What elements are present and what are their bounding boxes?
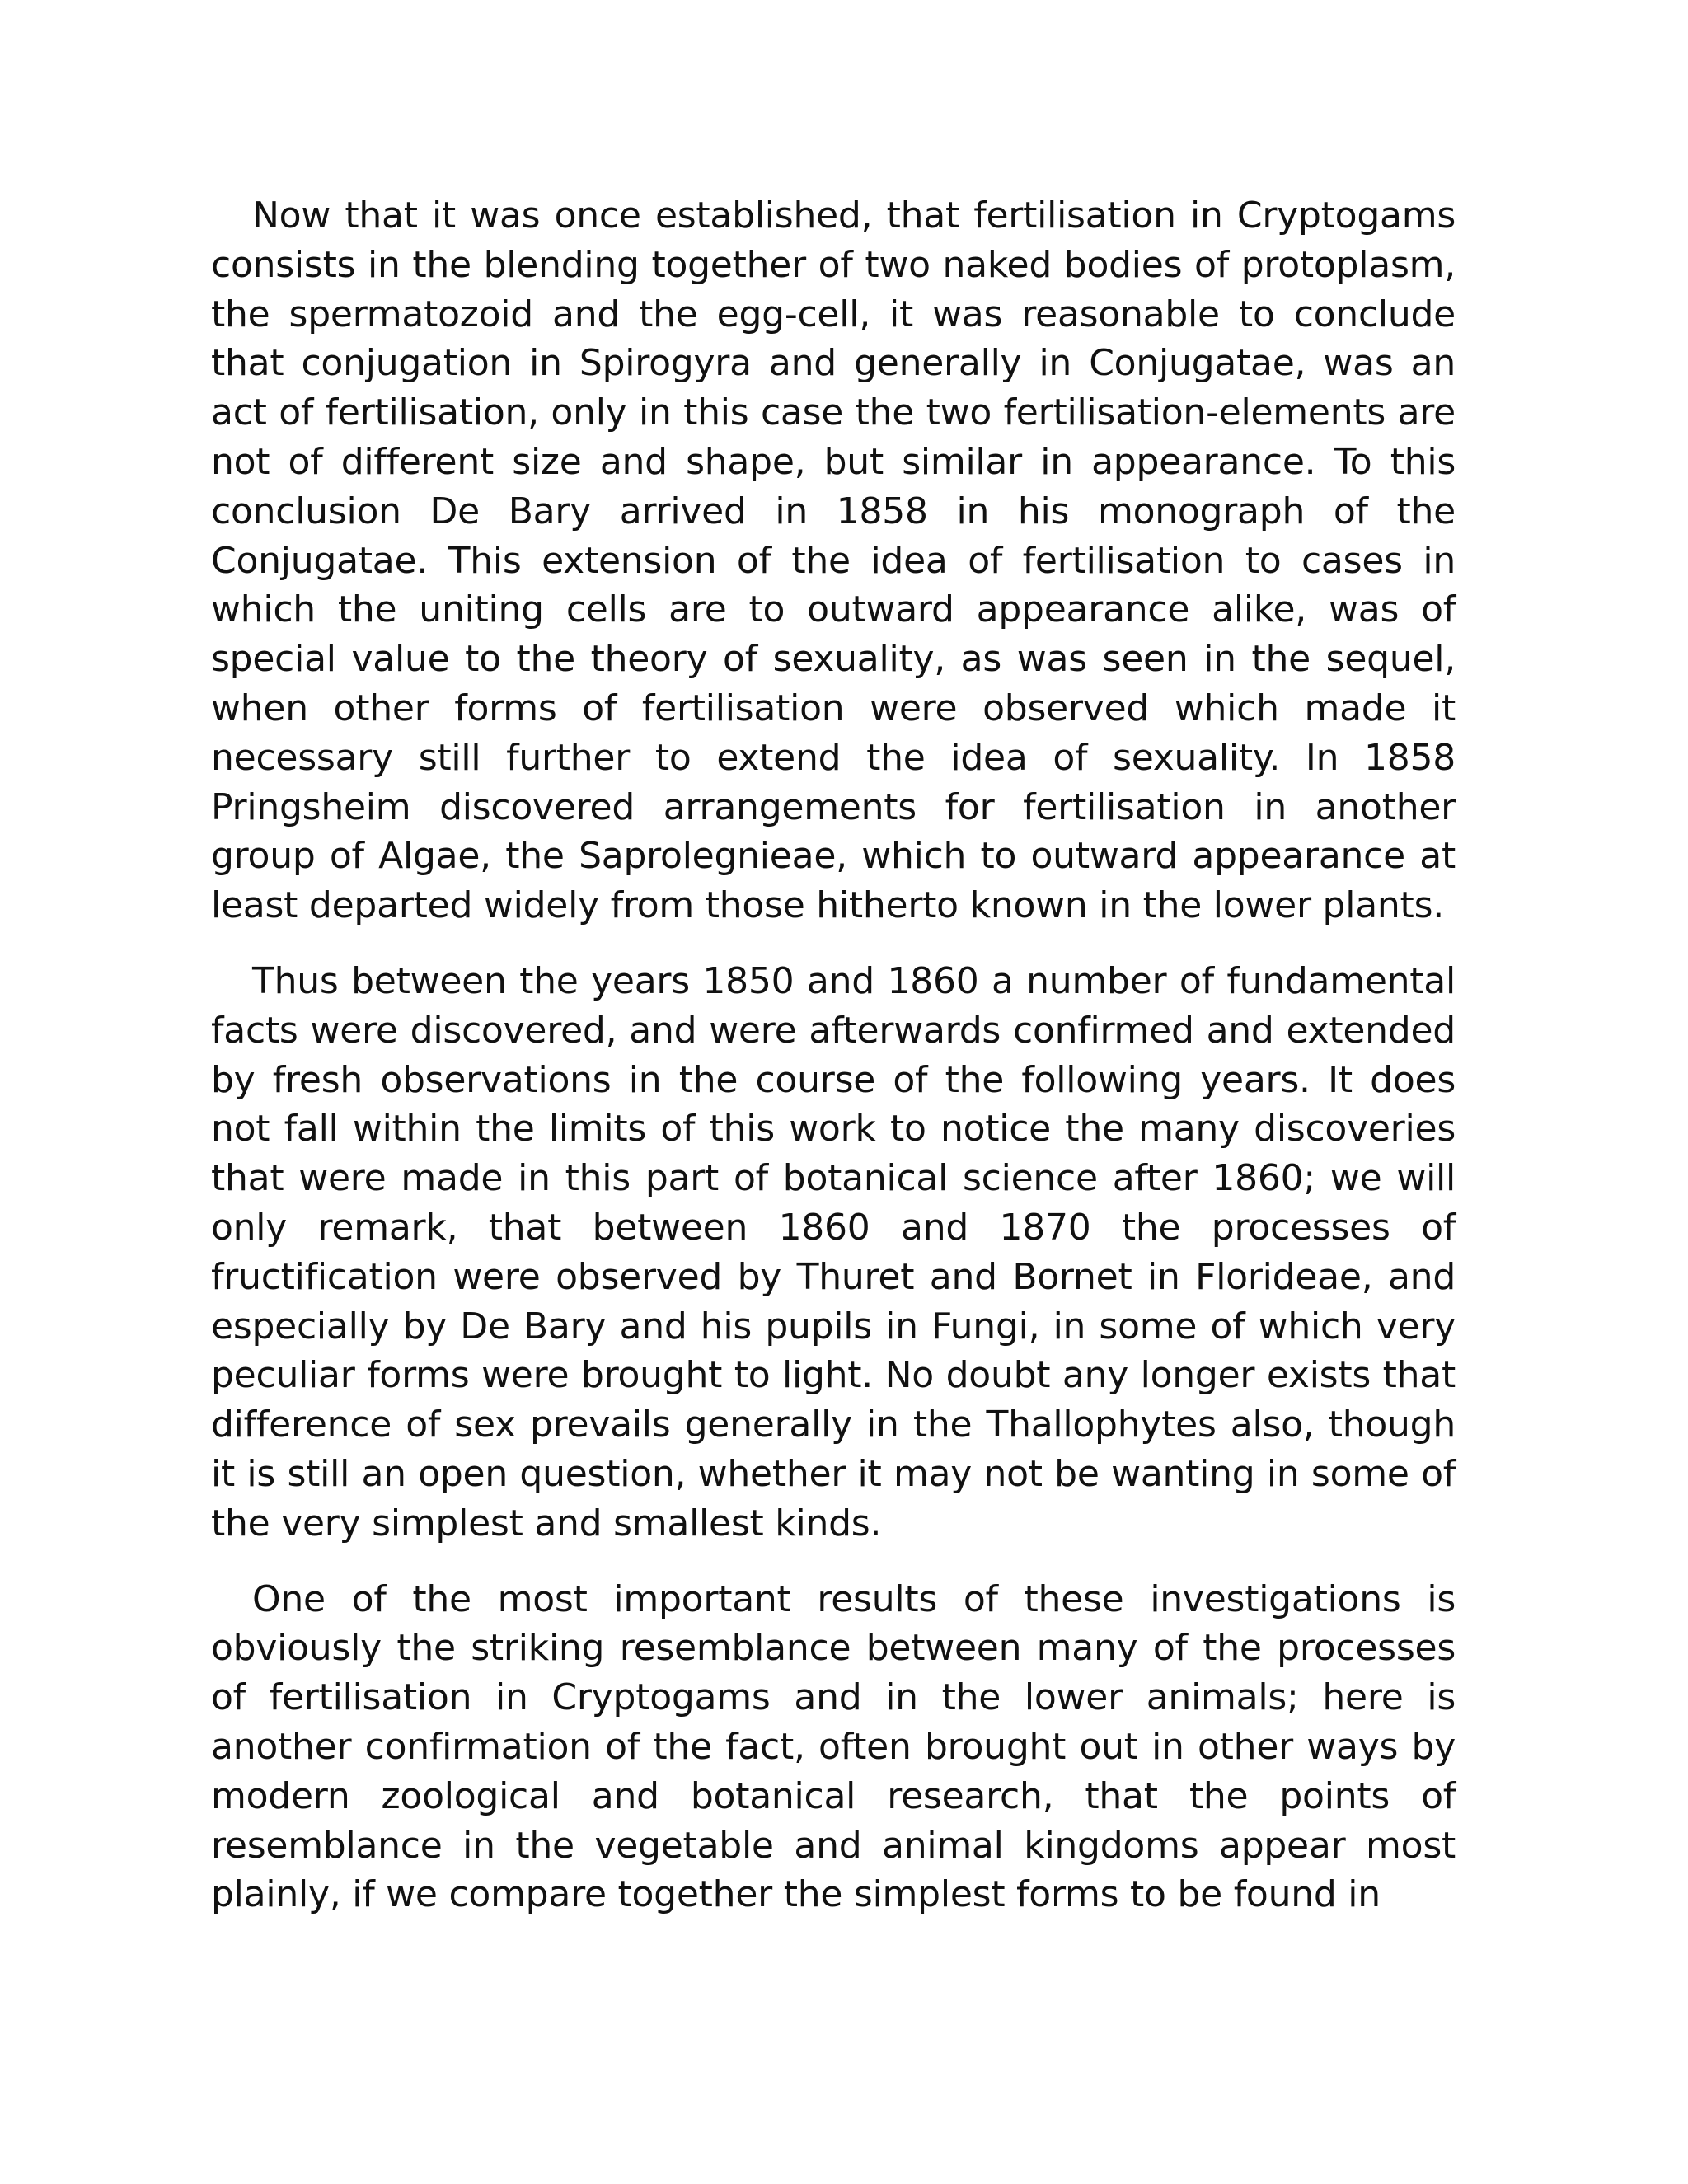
paragraph-1: Now that it was once established, that fertilisation in Cryptogams consists in the blending together of two naked bodies of protoplasm, the spermatozoid and the egg-cell, it was reasonable to conclude that conjugation in Spirogyra and generally in Conjugatae, was an act of fertilisation, only in this case the two fertilisation-elements are not of different size and shape, but similar in appearance. To this conclusion De Bary arrived in 1858 in his monograph of the Conjugatae. This extension of the idea of fertilisation to cases in which the uniting cells are to outward appearance alike, was of special value to the theory of sexuality, as was seen in the sequel, when other forms of fertilisation were observed which made it necessary still further to extend the idea of sexuality. In 1858 Pringsheim discovered arrangements for fertilisation in another group of Algae, the Saprolegnieae, which to outward appearance at least departed widely from those hitherto known in the lower plants. — [211, 194, 1456, 927]
paragraph-2: Thus between the years 1850 and 1860 a number of fundamental facts were discovered, and were afterwards confirmed and extended by fresh observations in the course of the following years. It does not fall within the limits of this work to notice the many discoveries that were made in this part of botanical science after 1860; we will only remark, that between 1860 and 1870 the processes of fructification were observed by Thuret and Bornet in Florideae, and especially by De Bary and his pupils in Fungi, in some of which very peculiar forms were brought to light. No doubt any longer exists that difference of sex prevails generally in the Thallophytes also, though it is still an open question, whether it may not be wanting in some of the very simplest and smallest kinds. — [211, 959, 1456, 1544]
page-body — [211, 191, 1456, 1946]
paragraph-3: One of the most important results of these investigations is obviously the striking resemblance between many of the processes of fertilisation in Cryptogams and in the lower animals; here is another confirmation of the fact, often brought out in other ways by modern zoological and botanical research, that the points of resemblance in the vegetable and animal kingdoms appear most plainly, if we compare together the simplest forms to be found in — [211, 1577, 1456, 1916]
